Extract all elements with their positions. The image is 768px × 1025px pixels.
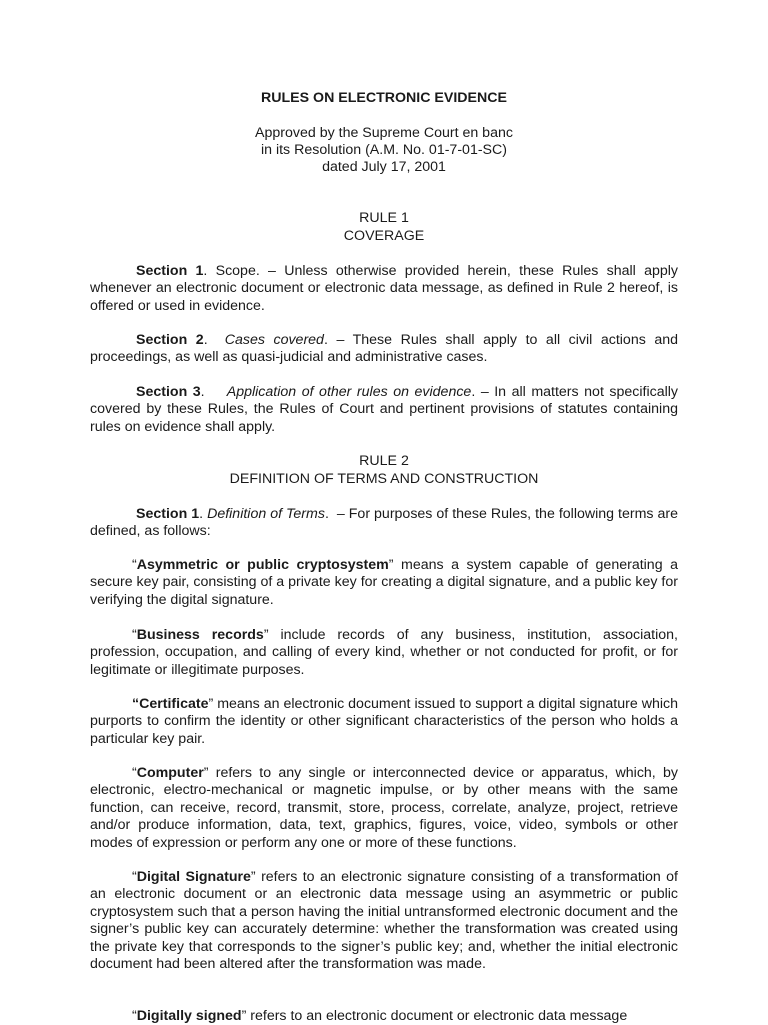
rule-1-heading — [90, 210, 678, 246]
approval-line-3: dated July 17, 2001 — [322, 159, 446, 175]
definition-term: Digital Signature — [136, 869, 251, 885]
rule-1-section-3: Section 3. Application of other rules on evidence. – In all matters not specifically covered by these Rules, the Rules of Court and pertinent provisions of statutes containing rules on evidence shall apply. — [90, 384, 679, 435]
definition-certificate: “Certificate” means an electronic document issued to support a digital signature which purports to confirm the identity or other significant characteristics of the person who holds a particular key pair. — [90, 696, 678, 747]
rule-1-section-1: Section 1. Scope. – Unless otherwise provided herein, these Rules shall apply whenever an electronic document or electronic data message, as defined in Rule 2 hereof, is offered or used in evidence. — [90, 263, 678, 314]
definition-term: Digitally signed — [136, 1008, 242, 1024]
definition-text: refers to any single or interconnected device or apparatus, which, by electronic, electro-mechanical or magnetic impulse, or by other means with the same function, can receive, record, transmit, store, process, correlate, analyze, project, retrieve and/or produce information, data, text, graphics, figures, voice, video, symbols or other modes of expression or perform any one or more of these functions. — [90, 765, 678, 851]
definition-term: Computer — [136, 765, 204, 781]
section-text: – In all matters not specifically covered by these Rules, the Rules of Court and pertinent provisions of statutes containing rules on evidence shall apply. — [90, 384, 679, 435]
section-text: – Unless otherwise provided herein, these Rules shall apply whenever an electronic document or electronic data message, as defined in Rule 2 hereof, is offered or used in evidence. — [90, 263, 678, 314]
section-label: Section 2 — [136, 332, 204, 348]
section-heading: Cases covered — [224, 332, 324, 348]
rule-1-title: COVERAGE — [343, 228, 425, 244]
approval-line-1: Approved by the Supreme Court en banc — [255, 125, 513, 141]
rule-2-section-1: Section 1. Definition of Terms. – For purposes of these Rules, the following terms are defined, as follows: — [90, 506, 679, 540]
section-heading: Scope — [215, 263, 256, 279]
document-title: RULES ON ELECTRONIC EVIDENCE — [261, 90, 507, 106]
definition-text: refers to an electronic document or electronic data message — [250, 1008, 628, 1024]
rule-2-heading — [90, 453, 678, 489]
rule-1-number: RULE 1 — [359, 210, 409, 226]
definition-term: Asymmetric or public cryptosystem — [136, 557, 389, 573]
definition-term: Business records — [136, 627, 264, 643]
definition-computer: “Computer” refers to any single or interconnected device or apparatus, which, by electronic, electro-mechanical or magnetic impulse, or by other means with the same function, can receive, record, transmit, store, process, correlate, analyze, project, retrieve and/or produce information, data, text, graphics, figures, voice, video, symbols or other modes of expression or perform any one or more of these functions. — [90, 765, 678, 851]
definition-text: refers to an electronic signature consisting of a transformation of an electronic document or an electronic data message using an asymmetric or public cryptosystem such that a person having the initial untransformed electronic document and the signer’s public key can accurately determine: whether the transformation was created using the private key that corresponds to the signer’s public key; and, whether the initial electronic document had been altered after the transformation was made. — [90, 869, 678, 973]
definition-business-records: “Business records” include records of any business, institution, association, profession, occupation, and calling of every kind, whether or not conducted for profit, or for legitimate or illegitimate purposes. — [90, 627, 678, 678]
rule-2-title: DEFINITION OF TERMS AND CONSTRUCTION — [229, 471, 539, 487]
section-label: Section 1 — [136, 506, 200, 522]
definition-text: means an electronic document issued to support a digital signature which purports to confirm the identity or other significant characteristics of the person who holds a particular key pair. — [90, 696, 678, 747]
definition-text: means a system capable of generating a secure key pair, consisting of a private key for creating a digital signature, and a public key for verifying the digital signature. — [90, 557, 678, 608]
section-text: – These Rules shall apply to all civil actions and proceedings, as well as quasi-judicial and administrative cases. — [90, 332, 679, 366]
rule-2-number: RULE 2 — [359, 453, 409, 469]
section-label: Section 1 — [136, 263, 204, 279]
approval-block — [90, 125, 678, 176]
definition-term: Certificate — [139, 696, 209, 712]
section-heading: Definition of Terms — [207, 506, 325, 522]
definition-asymmetric-cryptosystem: “Asymmetric or public cryptosystem” means a system capable of generating a secure key pair, consisting of a private key for creating a digital signature, and a public key for verifying the digital signature. — [90, 557, 678, 608]
definition-digitally-signed: “Digitally signed” refers to an electronic document or electronic data message — [132, 1008, 628, 1024]
definition-text: include records of any business, institution, association, profession, occupation, and calling of every kind, whether or not conducted for profit, or for legitimate or illegitimate purposes. — [90, 627, 678, 678]
definition-digital-signature: “Digital Signature” refers to an electronic signature consisting of a transformation of an electronic document or an electronic data message using an asymmetric or public cryptosystem such that a person having the initial untransformed electronic document and the signer’s public key can accurately determine: whether the transformation was created using the private key that corresponds to the signer’s public key; and, whether the initial electronic document had been altered after the transformation was made. — [90, 869, 678, 973]
rule-1-section-2: Section 2. Cases covered. – These Rules shall apply to all civil actions and proceedings, as well as quasi-judicial and administrative cases. — [90, 332, 679, 366]
section-text: – For purposes of these Rules, the following terms are defined, as follows: — [90, 506, 679, 540]
section-heading: Application of other rules on evidence — [226, 384, 472, 400]
approval-line-2: in its Resolution (A.M. No. 01-7-01-SC) — [260, 142, 507, 158]
document-page — [90, 0, 678, 1024]
section-label: Section 3 — [136, 384, 201, 400]
